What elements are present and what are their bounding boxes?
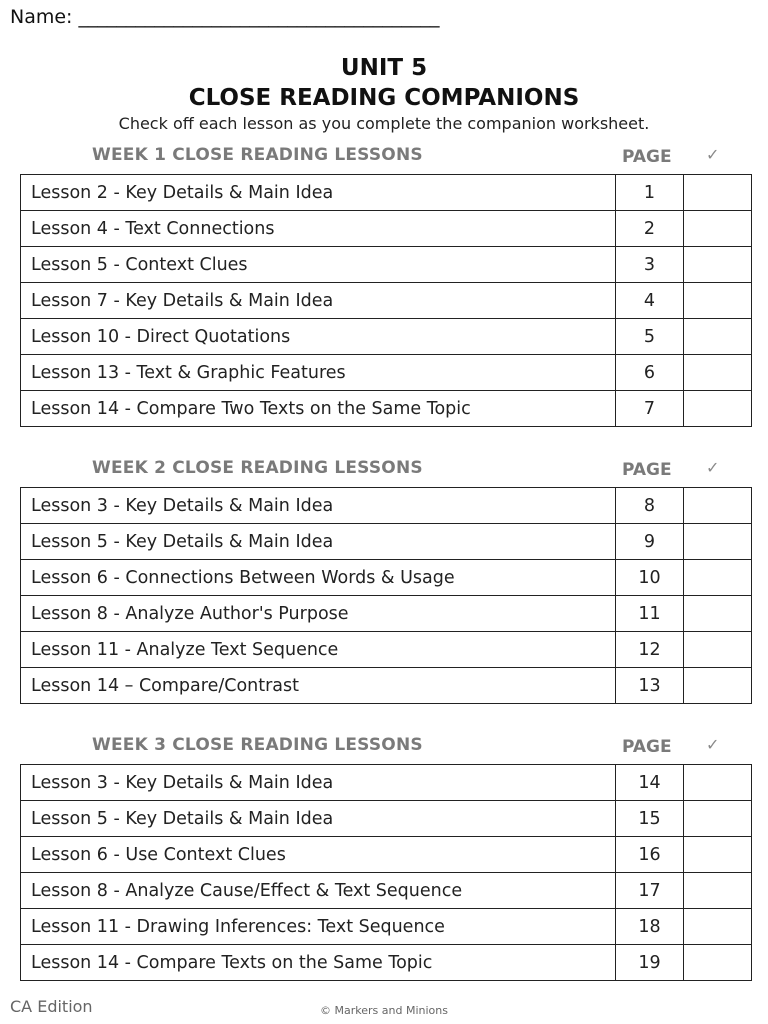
lesson-page: 4 xyxy=(616,283,684,319)
instructions: Check off each lesson as you complete the companion worksheet. xyxy=(118,114,650,133)
table-row xyxy=(21,873,752,909)
table-row xyxy=(21,765,752,801)
table-row xyxy=(21,801,752,837)
lesson-page: 16 xyxy=(616,837,684,873)
copyright: © Markers and Minions xyxy=(320,1004,448,1017)
week-1-header xyxy=(0,145,768,169)
table-row xyxy=(21,632,752,668)
check-column-icon: ✓ xyxy=(706,458,720,477)
table-row xyxy=(21,837,752,873)
table-row xyxy=(21,560,752,596)
table-row xyxy=(21,247,752,283)
lesson-checkbox[interactable] xyxy=(684,837,752,873)
lesson-title: Lesson 13 - Text & Graphic Features xyxy=(21,355,616,391)
page-column-header: PAGE xyxy=(622,147,672,167)
unit-heading: UNIT 5 xyxy=(340,55,428,81)
lesson-title: Lesson 4 - Text Connections xyxy=(21,211,616,247)
table-row xyxy=(21,668,752,704)
table-row xyxy=(21,488,752,524)
lesson-title: Lesson 5 - Key Details & Main Idea xyxy=(21,801,616,837)
lesson-checkbox[interactable] xyxy=(684,524,752,560)
lesson-checkbox[interactable] xyxy=(684,873,752,909)
lesson-checkbox[interactable] xyxy=(684,801,752,837)
week-2-table xyxy=(20,487,752,704)
lesson-page: 3 xyxy=(616,247,684,283)
lesson-checkbox[interactable] xyxy=(684,596,752,632)
lesson-title: Lesson 11 - Analyze Text Sequence xyxy=(21,632,616,668)
table-row xyxy=(21,175,752,211)
week-2-label: WEEK 2 CLOSE READING LESSONS xyxy=(92,458,423,478)
lesson-checkbox[interactable] xyxy=(684,488,752,524)
table-row xyxy=(21,945,752,981)
table-row xyxy=(21,391,752,427)
lesson-checkbox[interactable] xyxy=(684,391,752,427)
lesson-checkbox[interactable] xyxy=(684,765,752,801)
lesson-title: Lesson 6 - Connections Between Words & Usage xyxy=(21,560,616,596)
lesson-title: Lesson 8 - Analyze Author's Purpose xyxy=(21,596,616,632)
edition-label: CA Edition xyxy=(10,997,93,1016)
page-title: CLOSE READING COMPANIONS xyxy=(188,85,580,111)
lesson-title: Lesson 8 - Analyze Cause/Effect & Text Sequence xyxy=(21,873,616,909)
lesson-checkbox[interactable] xyxy=(684,945,752,981)
lesson-checkbox[interactable] xyxy=(684,211,752,247)
lesson-title: Lesson 14 – Compare/Contrast xyxy=(21,668,616,704)
lesson-checkbox[interactable] xyxy=(684,909,752,945)
check-column-icon: ✓ xyxy=(706,735,720,754)
lesson-title: Lesson 7 - Key Details & Main Idea xyxy=(21,283,616,319)
lesson-checkbox[interactable] xyxy=(684,283,752,319)
name-label: Name: xyxy=(10,6,73,28)
week-1-table xyxy=(20,174,752,427)
page-column-header: PAGE xyxy=(622,460,672,480)
check-column-icon: ✓ xyxy=(706,145,720,164)
lesson-page: 14 xyxy=(616,765,684,801)
lesson-title: Lesson 10 - Direct Quotations xyxy=(21,319,616,355)
week-1-label: WEEK 1 CLOSE READING LESSONS xyxy=(92,145,423,165)
lesson-checkbox[interactable] xyxy=(684,247,752,283)
lesson-page: 15 xyxy=(616,801,684,837)
lesson-checkbox[interactable] xyxy=(684,668,752,704)
lesson-page: 5 xyxy=(616,319,684,355)
lesson-page: 1 xyxy=(616,175,684,211)
table-row xyxy=(21,524,752,560)
lesson-page: 7 xyxy=(616,391,684,427)
table-row xyxy=(21,319,752,355)
lesson-title: Lesson 3 - Key Details & Main Idea xyxy=(21,488,616,524)
lesson-page: 2 xyxy=(616,211,684,247)
week-3-table xyxy=(20,764,752,981)
page-column-header: PAGE xyxy=(622,737,672,757)
table-row xyxy=(21,283,752,319)
lesson-page: 12 xyxy=(616,632,684,668)
lesson-title: Lesson 6 - Use Context Clues xyxy=(21,837,616,873)
lesson-page: 17 xyxy=(616,873,684,909)
table-row xyxy=(21,596,752,632)
lesson-checkbox[interactable] xyxy=(684,632,752,668)
lesson-checkbox[interactable] xyxy=(684,319,752,355)
week-3-label: WEEK 3 CLOSE READING LESSONS xyxy=(92,735,423,755)
table-row xyxy=(21,211,752,247)
lesson-page: 13 xyxy=(616,668,684,704)
lesson-title: Lesson 3 - Key Details & Main Idea xyxy=(21,765,616,801)
lesson-checkbox[interactable] xyxy=(684,355,752,391)
lesson-page: 10 xyxy=(616,560,684,596)
table-row xyxy=(21,909,752,945)
lesson-page: 9 xyxy=(616,524,684,560)
lesson-title: Lesson 11 - Drawing Inferences: Text Sequence xyxy=(21,909,616,945)
lesson-title: Lesson 14 - Compare Two Texts on the Same Topic xyxy=(21,391,616,427)
lesson-title: Lesson 5 - Key Details & Main Idea xyxy=(21,524,616,560)
name-field[interactable] xyxy=(10,6,440,28)
table-row xyxy=(21,355,752,391)
lesson-page: 18 xyxy=(616,909,684,945)
lesson-title: Lesson 2 - Key Details & Main Idea xyxy=(21,175,616,211)
name-blank: ______________________________________ xyxy=(78,6,440,28)
lesson-checkbox[interactable] xyxy=(684,175,752,211)
lesson-title: Lesson 14 - Compare Texts on the Same Topic xyxy=(21,945,616,981)
lesson-page: 6 xyxy=(616,355,684,391)
week-3-header xyxy=(0,735,768,759)
lesson-page: 11 xyxy=(616,596,684,632)
lesson-page: 19 xyxy=(616,945,684,981)
lesson-checkbox[interactable] xyxy=(684,560,752,596)
lesson-title: Lesson 5 - Context Clues xyxy=(21,247,616,283)
lesson-page: 8 xyxy=(616,488,684,524)
week-2-header xyxy=(0,458,768,482)
